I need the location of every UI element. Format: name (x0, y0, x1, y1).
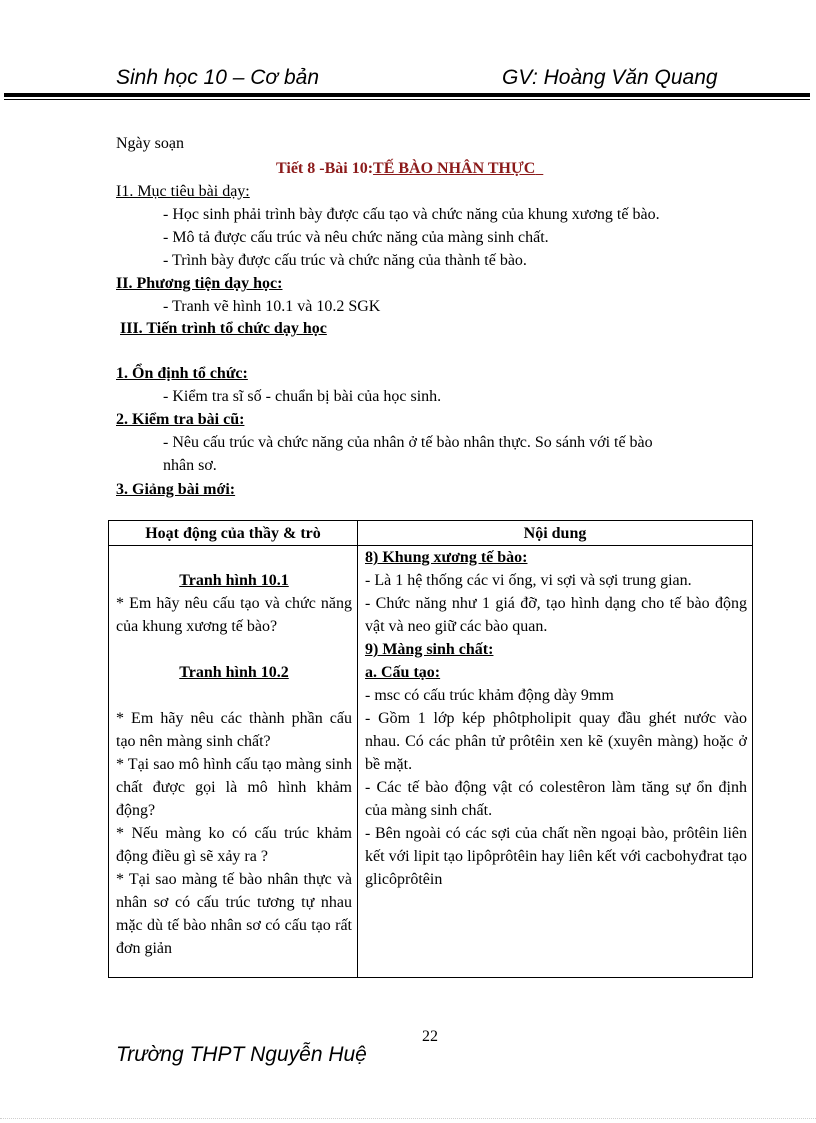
page-number: 22 (422, 1028, 438, 1045)
objective-item-1: - Học sinh phải trình bày được cấu tạo và chức năng của khung xương tế bào. (163, 206, 660, 223)
table-header-activity: Hoạt động của thầy & trò (145, 525, 321, 542)
lesson-title-main: TẾ BÀO NHÂN THỰC (373, 160, 536, 177)
table-left-column (116, 569, 352, 960)
section1-heading: I1. Mục tiêu bài dạy: (116, 183, 250, 200)
header-rule-thick (4, 93, 810, 97)
question-3: * Tại sao mô hình cấu tạo màng sinh chất được gọi là mô hình khảm động? (116, 756, 352, 819)
table-header-content: Nội dung (523, 525, 587, 542)
step2-item-line1: - Nêu cấu trúc và chức năng của nhân ở tế bào nhân thực. So sánh với tế bào (163, 434, 653, 451)
content-heading-9a: a. Cấu tạo: (365, 664, 441, 681)
table-right-column (365, 546, 747, 891)
prep-date-label: Ngày soạn (116, 135, 184, 152)
content-heading-9: 9) Màng sinh chất: (365, 641, 494, 658)
table-column-divider (357, 521, 358, 977)
step2-item-line2: nhân sơ. (163, 457, 217, 474)
content-8a: - Là 1 hệ thống các vi ống, vi sợi và sợi trung gian. (365, 572, 692, 589)
content-8b: - Chức năng như 1 giá đỡ, tạo hình dạng cho tế bào động vật và neo giữ các bào quan. (365, 595, 747, 635)
content-9c: - Các tế bào động vật có colestêron làm tăng sự ổn định của màng sinh chất. (365, 779, 747, 819)
step1-item: - Kiểm tra sĩ số - chuẩn bị bài của học sinh. (163, 388, 442, 405)
objective-item-2: - Mô tả được cấu trúc và nêu chức năng của màng sinh chất. (163, 229, 549, 246)
step3-heading: 3. Giảng bài mới: (116, 481, 236, 498)
lesson-table (108, 520, 753, 978)
section2-heading: II. Phương tiện dạy học: (116, 275, 283, 292)
step2-heading: 2. Kiểm tra bài cũ: (116, 411, 245, 428)
question-4: * Nếu màng ko có cấu trúc khảm động điều gì sẽ xảy ra ? (116, 825, 352, 865)
header-rule-thin (4, 99, 810, 100)
question-1: * Em hãy nêu cấu tạo và chức năng của khung xương tế bào? (116, 595, 352, 635)
step1-heading: 1. Ổn định tổ chức: (116, 365, 248, 382)
bottom-dotted-border (0, 1118, 816, 1119)
lesson-title-prefix: Tiết 8 -Bài 10: (276, 160, 374, 177)
content-9d: - Bên ngoài có các sợi của chất nền ngoại bào, prôtêin liên kết với lipit tạo lipôprôtêin hay liên kết với cacbohyđrat tạo glicôprôtêin (365, 825, 747, 888)
figure-10-2-label: Tranh hình 10.2 (179, 664, 289, 681)
section3-heading: III. Tiến trình tổ chức dạy học (120, 320, 327, 337)
materials-item: - Tranh vẽ hình 10.1 và 10.2 SGK (163, 298, 381, 315)
question-2: * Em hãy nêu các thành phần cấu tạo nên màng sinh chất? (116, 710, 352, 750)
question-5: * Tại sao màng tế bào nhân thực và nhân sơ có cấu trúc tương tự nhau mặc dù tế bào nhân sơ có cấu tạo rất đơn giản (116, 871, 352, 957)
content-9a: - msc có cấu trúc khảm động dày 9mm (365, 687, 614, 704)
page-footer: Trường THPT Nguyễn Huệ (116, 1043, 367, 1066)
header-course: Sinh học 10 – Cơ bản (116, 66, 319, 89)
objective-item-3: - Trình bày được cấu trúc và chức năng của thành tế bào. (163, 252, 527, 269)
figure-10-1-label: Tranh hình 10.1 (179, 572, 289, 589)
lesson-title (276, 159, 543, 179)
content-9b: - Gồm 1 lớp kép phôtpholipit quay đầu ghét nước vào nhau. Có các phân tử prôtêin xen kẽ (xuyên màng) hoặc ở bề mặt. (365, 710, 747, 773)
content-heading-8: 8) Khung xương tế bào: (365, 549, 528, 566)
header-teacher: GV: Hoàng Văn Quang (502, 66, 718, 89)
